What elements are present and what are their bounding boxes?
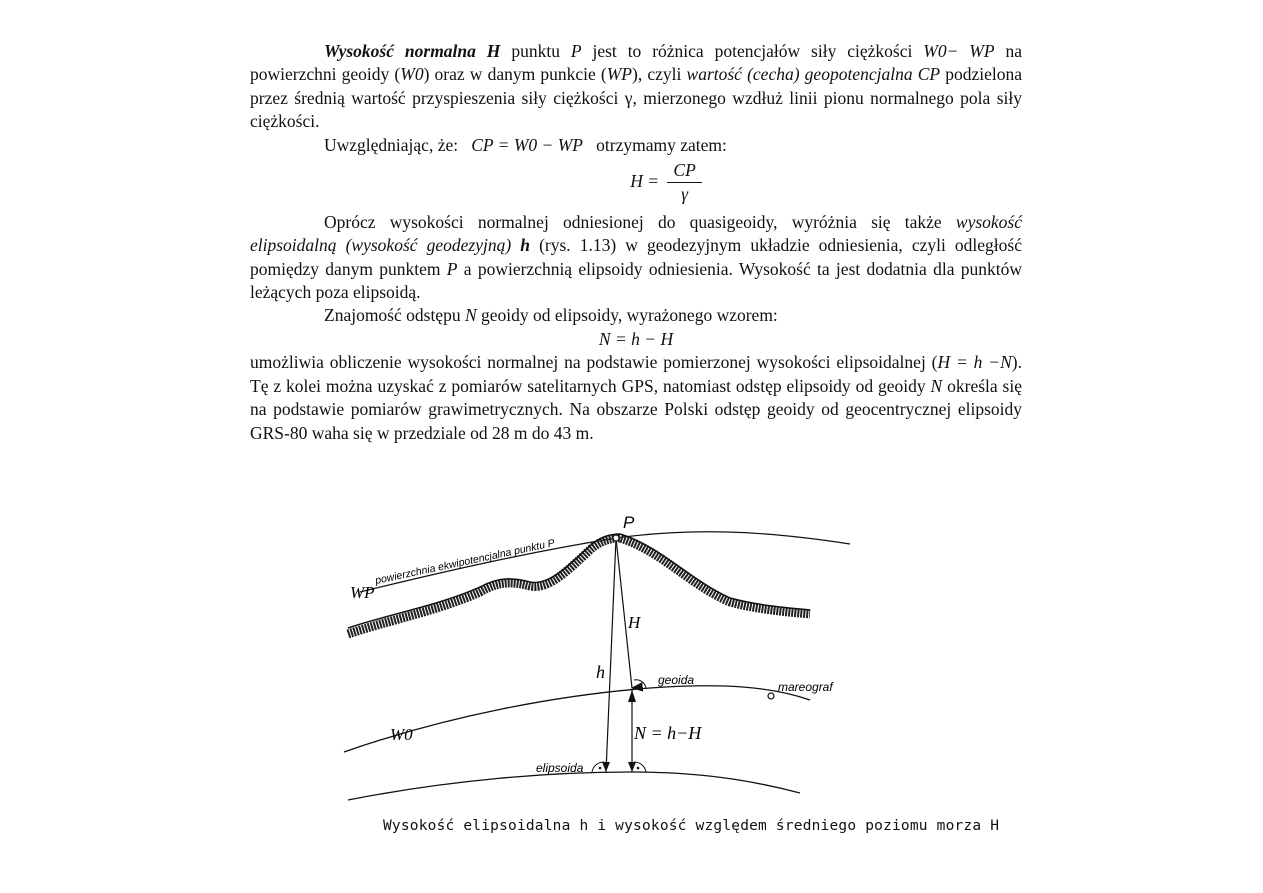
- ellipsoid-curve: [348, 772, 800, 800]
- right-angle-dot: [637, 767, 640, 770]
- equation-cp: CP = W0 − WP: [471, 134, 583, 155]
- text-run: ), czyli: [632, 64, 687, 85]
- text-run: na powierzchni geoidy (: [250, 41, 1022, 85]
- label-mareograf: mareograf: [778, 680, 833, 694]
- fraction-numerator: CP: [667, 159, 701, 183]
- symbol-wp: WP: [606, 64, 633, 85]
- h-ellipsoidal-line: [606, 538, 616, 772]
- label-wp: WP: [350, 583, 375, 602]
- text-run: Oprócz wysokości normalnej odniesionej do quasigeoidy, wyróżnia się także: [324, 211, 956, 232]
- text-run: Uwzględniając, że:: [324, 134, 459, 155]
- text-run: ) oraz w danym punkcie (: [423, 64, 607, 85]
- symbol-p: P: [446, 258, 458, 279]
- text-block: [250, 40, 1022, 445]
- formula-n: N = h − H: [598, 328, 674, 349]
- h-arrow-down: [602, 762, 610, 772]
- fraction-denominator: γ: [681, 184, 689, 205]
- formula-h-fraction: [250, 159, 1022, 207]
- symbol-w0: W0: [400, 64, 424, 85]
- point-p-marker: [613, 535, 619, 541]
- right-angle-dot: [639, 684, 642, 687]
- right-angle-ellipsoid-right: [634, 762, 646, 772]
- term-normal-height: Wysokość normalna H: [324, 41, 501, 61]
- text-run: a powierzchnią elipsoidy odniesienia. Wysokość ta jest dodatnia dla punktów leżących poza elipsoidą.: [250, 258, 1022, 303]
- text-run: (rys. 1.13) w geodezyjnym układzie odniesienia, czyli odległość pomiędzy danym punktem: [250, 235, 1022, 279]
- text-run: Znajomość odstępu: [324, 305, 465, 326]
- label-geoida: geoida: [658, 673, 695, 687]
- text-run: określa się na podstawie pomiarów grawimetrycznych. Na obszarze Polski odstęp geoidy od geocentrycznej elipsoidy GRS-80 waha się w przedziale od 28 m do 43 m.: [250, 375, 1023, 443]
- equation-h: H = h −N: [937, 352, 1012, 373]
- text-run: geoidy od elipsoidy, wyrażonego wzorem:: [476, 305, 778, 326]
- symbol-h: h: [511, 235, 530, 256]
- formula-lhs: H =: [630, 170, 660, 191]
- paragraph-conclusion: [250, 351, 1022, 445]
- label-p: P: [623, 513, 635, 532]
- symbol-w0-wp: W0− WP: [923, 41, 995, 61]
- symbol-p: P: [570, 41, 582, 61]
- text-run: punktu: [500, 41, 571, 61]
- symbol-n: N: [930, 375, 943, 396]
- label-elipsoida: elipsoida: [536, 761, 584, 775]
- label-h: h: [596, 662, 605, 682]
- symbol-n: N: [464, 305, 477, 326]
- mareograph-marker: [768, 693, 774, 699]
- text-run: umożliwia obliczenie wysokości normalnej na podstawie pomierzonej wysokości elipsoidalnej (: [250, 352, 938, 373]
- paragraph-considering: [250, 134, 1022, 157]
- height-diagram: [330, 510, 870, 820]
- text-run: podzielona przez średnią wartość przyspieszenia siły ciężkości γ, mierzonego wzdłuż linii pionu normalnego pola siły ciężkości.: [250, 64, 1022, 132]
- N-arrow-up: [628, 690, 636, 702]
- text-run: otrzymamy zatem:: [596, 134, 727, 155]
- terrain-surface: [348, 538, 810, 634]
- text-run: jest to różnica potencjałów siły ciężkości: [581, 41, 924, 61]
- label-equipotential: powierzchnia ekwipotencjalna punktu P: [374, 537, 556, 587]
- figure-caption: Wysokość elipsoidalna h i wysokość względem średniego poziomu morza H: [383, 818, 1000, 834]
- text-run: ). Tę z kolei można uzyskać z pomiarów satelitarnych GPS, natomiast odstęp elipsoidy od geoidy: [250, 352, 1022, 396]
- label-n: N = h−H: [634, 723, 702, 743]
- paragraph-undulation: [250, 304, 1022, 327]
- geoid-curve: [344, 686, 810, 752]
- paragraph-ellipsoidal-height: [250, 211, 1022, 305]
- paragraph-normal-height: [250, 40, 1022, 134]
- label-w0: W0: [390, 725, 413, 744]
- right-angle-ellipsoid-left: [592, 762, 604, 772]
- N-arrow-down: [628, 762, 636, 772]
- term-ellipsoidal-height: wysokość elipsoidalną (wysokość geodezyjną): [250, 211, 1022, 256]
- right-angle-dot: [599, 767, 602, 770]
- fraction: [667, 159, 701, 207]
- term-geopotential: wartość (cecha) geopotencjalna CP: [686, 64, 941, 85]
- label-H: H: [628, 613, 641, 632]
